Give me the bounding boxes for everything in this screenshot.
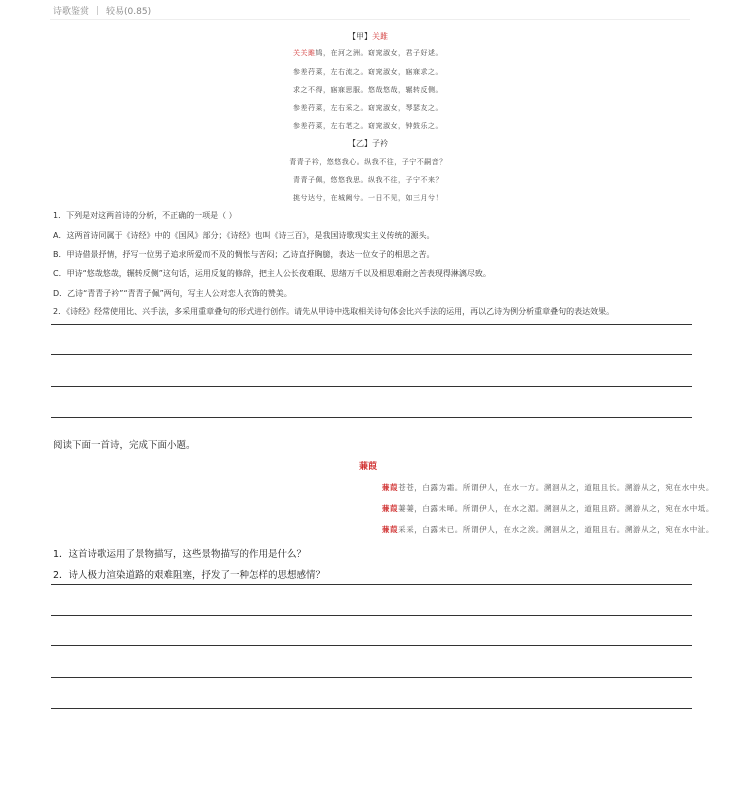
poem-a-line: 参差荇菜，左右流之。窈窕淑女，寤寐求之。 — [293, 68, 443, 76]
poem-b-title: 【乙】子衿 — [348, 139, 388, 148]
answer-line[interactable] — [51, 324, 692, 325]
answer-line[interactable] — [51, 386, 692, 387]
option-b[interactable]: B．甲诗借景抒情，抒写一位男子追求所爱而不及的惆怅与苦闷；乙诗直抒胸臆，表达一位女子的相思之苦。 — [53, 250, 435, 259]
poem-a-line: 求之不得，寤寐思服。悠哉悠哉，辗转反侧。 — [293, 86, 443, 94]
poem-a-title: 【甲】关雎 — [348, 32, 388, 41]
answer-line[interactable] — [51, 584, 692, 585]
answer-line[interactable] — [51, 645, 692, 646]
poem-b-line: 青青子衿，悠悠我心。纵我不往，子宁不嗣音？ — [289, 158, 447, 166]
answer-line[interactable] — [51, 417, 692, 418]
answer-line[interactable] — [51, 677, 692, 678]
question-2: 2．《诗经》经常使用比、兴手法，多采用重章叠句的形式进行创作。请先从甲诗中选取相关诗句体会比兴手法的运用，再以乙诗为例分析重章叠句的表达效果。 — [53, 307, 615, 316]
question-2: 2．诗人极力渲染道路的艰难阻塞，抒发了一种怎样的思想感情？ — [53, 570, 326, 581]
poem-b-line: 青青子佩，悠悠我思。纵我不往，子宁不来？ — [293, 176, 443, 184]
header-divider — [50, 19, 690, 20]
answer-line[interactable] — [51, 354, 692, 355]
question-meta-bar — [53, 3, 151, 17]
question-1: 1．这首诗歌运用了景物描写，这些景物描写的作用是什么？ — [53, 549, 307, 560]
poem-a-line: 参差荇菜，左右采之。窈窕淑女，琴瑟友之。 — [293, 104, 443, 112]
poem-line: 蒹葭采采，白露未已。所谓伊人，在水之涘。溯洄从之，道阻且右。溯游从之，宛在水中沚。 — [381, 525, 714, 534]
category-label: 诗歌鉴赏 — [53, 6, 90, 17]
option-c[interactable]: C．甲诗“悠哉悠哉，辗转反侧”这句话，运用反复的修辞，把主人公长夜难眠、思绪万千以及相思难耐之苦表现得淋漓尽致。 — [53, 269, 491, 278]
poem-a-line: 关关雎鸠，在河之洲。窈窕淑女，君子好逑。 — [293, 49, 443, 57]
poem-b-line: 挑兮达兮，在城阙兮。一日不见，如三月兮！ — [293, 194, 443, 202]
option-d[interactable]: D．乙诗“青青子衿”“青青子佩”两句，写主人公对恋人衣饰的赞美。 — [53, 289, 292, 298]
section-intro: 阅读下面一首诗，完成下面小题。 — [53, 440, 196, 451]
poem-title: 蒹葭 — [358, 462, 377, 472]
question-1: 1．下列是对这两首诗的分析，不正确的一项是（ ） — [53, 211, 237, 220]
answer-line[interactable] — [51, 708, 692, 709]
poem-line: 蒹葭苍苍，白露为霜。所谓伊人，在水一方。溯洄从之，道阻且长。溯游从之，宛在水中央。 — [381, 483, 714, 492]
difficulty-label: 较易(0.85) — [106, 6, 152, 17]
separator — [97, 6, 98, 15]
poem-line: 蒹葭萋萋，白露未晞。所谓伊人，在水之湄。溯洄从之，道阻且跻。溯游从之，宛在水中坻。 — [381, 504, 714, 513]
option-a[interactable]: A．这两首诗同属于《诗经》中的《国风》部分；《诗经》也叫《诗三百》，是我国诗歌现实主义传统的源头。 — [53, 231, 435, 240]
poem-a-line: 参差荇菜，左右芼之。窈窕淑女，钟鼓乐之。 — [293, 122, 443, 130]
answer-line[interactable] — [51, 615, 692, 616]
